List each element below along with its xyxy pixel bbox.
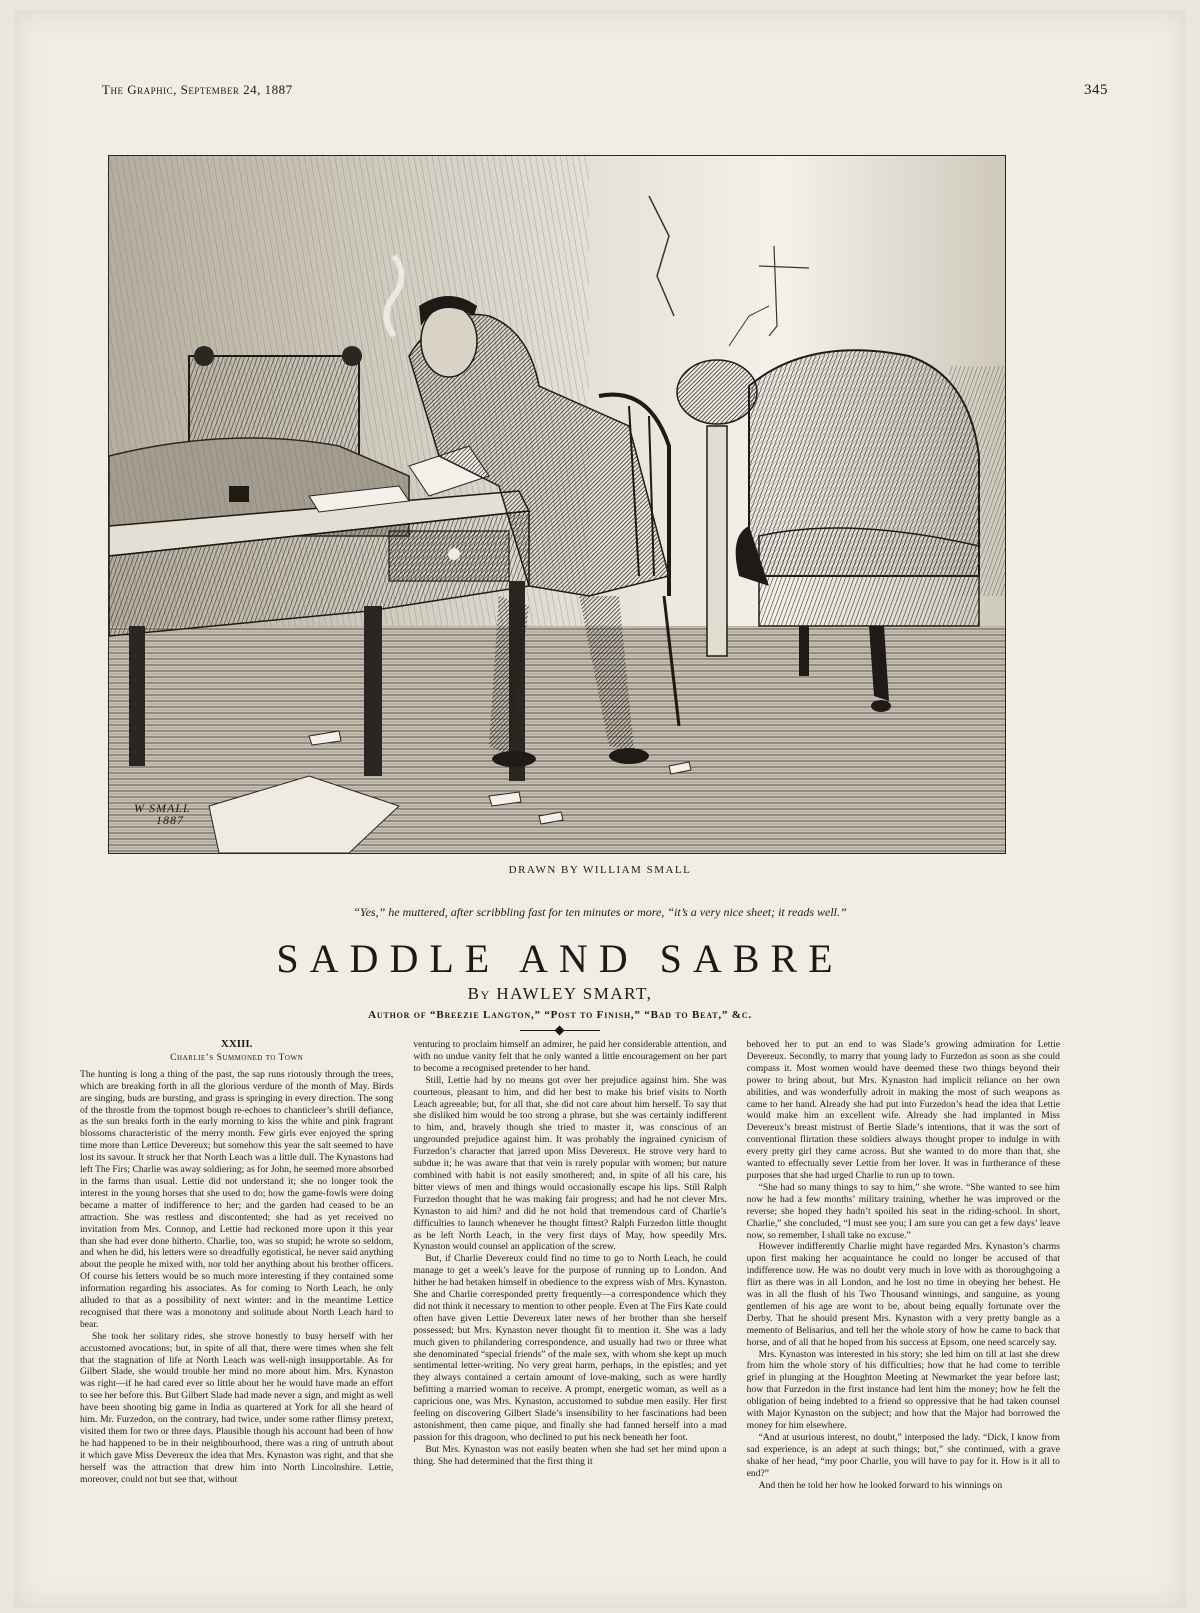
title-ornament bbox=[520, 1030, 600, 1031]
byline-by: By bbox=[467, 984, 491, 1003]
running-header bbox=[102, 82, 1108, 99]
author-works: Author of “Breezie Langton,” “Post to Finish,” “Bad to Beat,” &c. bbox=[368, 1009, 752, 1021]
paragraph: venturing to proclaim himself an admirer, he paid her considerable attention, and with no undue vanity felt that he only wanted a little encouragement on her part to become a recognised pretender to her hand. bbox=[413, 1039, 727, 1074]
article-columns bbox=[80, 1039, 1060, 1584]
page-number: 345 bbox=[1084, 82, 1108, 98]
column-3 bbox=[747, 1039, 1060, 1584]
signature-year: 1887 bbox=[156, 813, 184, 827]
story-title: SADDLE AND SABRE bbox=[276, 936, 844, 981]
chapter-title: Charlie’s Summoned to Town bbox=[170, 1052, 304, 1063]
paragraph: She took her solitary rides, she strove honestly to busy herself with her accustomed avocations; but, in spite of all that, there were times when she felt that the stagnation of life at North Leach was well-nigh insupportable. As for Gilbert Slade, she would trouble her mind no more about him. Mrs. Kynaston was right—if he had cared ever so little about her he would have made an effort to see her before this. But Gilbert Slade had made never a sign, and might as well have been shooting big game in India as quartered at York for all she heard of him. Mr. Furzedon, on the contrary, had twice, under some rather flimsy pretext, visited them for two or three days. Plausible though his account had been of how he had happened to be in their neighbourhood, there was a ring of untruth about it which gave Miss Devereux the idea that Mrs. Kynaston was right, and that she herself was the attraction that drew him into North Lincolnshire. Lettie, moreover, could not but see that, without bbox=[80, 1330, 394, 1485]
engraving-illustration bbox=[108, 155, 1006, 854]
author-name: HAWLEY SMART, bbox=[496, 984, 653, 1003]
paragraph: “And at usurious interest, no doubt,” interposed the lady. “Dick, I know from sad experience, is an adept at such things; but,” she continued, with a grave shake of her head, “my poor Charlie, you will have to pay for it. How is it all to end?” bbox=[746, 1431, 1060, 1479]
paragraph: But, if Charlie Devereux could find no time to go to North Leach, he could manage to get a week’s leave for the purpose of running up to London. And hither he had betaken himself in obedience to the express wish of Mrs. Kynaston. She and Charlie corresponded pretty frequently—a correspondence which they did not think it necessary to mention to other people. Even at The Firs Kate could often have given Lettie Devereux later news of her brother than she herself possessed; but Mrs. Kynaston never thought fit to mention it. She was a lady much given to philandering correspondence, and usually had two or three what she denominated “special friends” of the male sex, with whom she kept up much sentimental letter-writing. No very great harm, perhaps, in the epistles; and yet they always contained a certain amount of love-making, such as were hardly befitting a married woman to receive. A prompt, energetic woman, as well as a capricious one, was Mrs. Kynaston, accustomed to subdue men easily. Her first feeling on discovering Gilbert Slade’s insensibility to her fascinations had been astonishment, then came pique, and finally she had fanned herself into a mad passion for this dragoon, who declined to put his neck beneath her foot. bbox=[413, 1253, 727, 1443]
engraving-scene bbox=[109, 156, 1005, 853]
column-2 bbox=[413, 1039, 726, 1584]
artist-signature bbox=[134, 802, 191, 826]
paragraph: behoved her to put an end to was Slade’s growing admiration for Lettie Devereux. Secondly, to marry that young lady to Furzedon as soon as she could compass it. Most women would have deemed these two things beyond their power to bring about, but Mrs. Kynaston had implicit reliance on her own abilities, and was wonderfully adroit in making the most of such weapons as came to her hand. Already she had put into Furzedon’s head the idea that Lettie would make him an excellent wife. Already she had implanted in Miss Devereux’s breast mistrust of Bertie Slade’s intentions, that it was the sort of conventional flirtation these soldiers always thought proper to indulge in with every pretty girl they came across. But she wanted to do more than that, she wanted to effectually sever Lettie from her lover. It was in furtherance of these purposes that she had urged Charlie to run up to town. bbox=[746, 1039, 1060, 1181]
paragraph: And then he told her how he looked forward to his winnings on bbox=[758, 1479, 1003, 1491]
paragraph: Still, Lettie had by no means got over her prejudice against him. She was courteous, pleasant to him, and did her best to make his brief visits to North Leach agreeable; but, for all that, she did not care about him herself. To say that she disliked him would be too strong a phrase, but she was certainly indifferent to him, and, bravely though she tried to master it, was conscious of an ungrounded prejudice against him. It was probably the ingrained cynicism of Furzedon’s character that jarred upon Miss Devereux. He strove very hard to subdue it; he was aware that that vein is rarely popular with women; but nature combined with habit is not easily smothered; and, in spite of all his care, his bitter views of men and things would occasionally escape his lips. Still Ralph Furzedon thought that he was making fair progress; and had he not clever Mrs. Kynaston to aid him? and did he not hold that tremendous card of Charlie’s difficulties to launch whenever he thought fittest? Ralph Furzedon little thought as he left North Leach, in the very first days of May, how speedily Mrs. Kynaston would counsel an application of the screw. bbox=[413, 1074, 727, 1253]
byline bbox=[0, 984, 1120, 1004]
illustration-caption: “Yes,” he muttered, after scribbling fast for ten minutes or more, “it’s a very nice sheet; it reads well.” bbox=[353, 905, 847, 919]
paragraph: “She had so many things to say to him,” she wrote. “She wanted to see him now he had a few months’ military training, whether he was improved or the reverse; she hoped they hadn’t spoiled his seat in the riding-school. In short, Charlie,” she concluded, “I must see you; I am sure you can get a few days’ leave now, so remember, I shall take no excuse.” bbox=[746, 1181, 1060, 1241]
paragraph: The hunting is long a thing of the past, the sap runs riotously through the trees, which are breaking forth in all the glorious verdure of the month of May. Birds are singing, buds are bursting, and grass is springing in every direction. The song of the throstle from the topmost bough re-echoes to chanticleer’s shrill defiance, as the sun breaks forth in the early morning to kiss the white and pink fragrant blossoms characteristic of the merry month. Few girls ever enjoyed the spring time more than Lettice Devereux; but somehow this year the salt seemed to have lost its savour. It struck her that North Leach was a little dull. The Kynastons had left The Firs; Charlie was away soldiering; as for John, he seemed more absorbed in the farms than usual. Lettie did not understand it; she no longer took the interest in the young horses that she used to do; how the game-fowls were doing became a matter of indifference to her; and the garden had ceased to be an attraction. She was restless and discontented; she had as yet received no invitation from Mrs. Connop, and Lettie had reckoned more upon it this year than she had ever done hitherto. Charlie, too, was so stupid; he wrote so seldom, and when he did, his letters were so dreadfully egotistical, he never said anything about the people he mixed with, nor told her anything about his brother officers. Of course his letters would be so much more interesting if they contained some information regarding his associates. As for coming to North Leach, he only alluded to that as a possibility of next winter: and in the meantime Lettice recognised that there was a monotony and solitude about North Leach hard to bear. bbox=[80, 1068, 394, 1330]
illustration-credit: DRAWN BY WILLIAM SMALL bbox=[508, 864, 692, 876]
paragraph: Mrs. Kynaston was interested in his story; she led him on till at last she drew from him the whole story of his difficulties; how that he had come to terrible grief in plunging at the Houghton Meeting at Newmarket the year before last; how that Furzedon in the first instance had lent him the money; how he felt the obligation of being indebted to a friend so oppressive that he had taken counsel with Major Kynaston on the subject; and how that the Major had borrowed the money for him elsewhere. bbox=[746, 1348, 1060, 1431]
paragraph: But Mrs. Kynaston was not easily beaten when she had set her mind upon a thing. She had determined that the first thing it bbox=[413, 1443, 727, 1467]
column-1 bbox=[80, 1039, 393, 1584]
chapter-number: XXIII. bbox=[220, 1039, 253, 1050]
signature-name: W SMALL bbox=[134, 801, 191, 815]
publication-date: The Graphic, September 24, 1887 bbox=[102, 82, 293, 97]
paragraph: However indifferently Charlie might have regarded Mrs. Kynaston’s charms upon first making her acquaintance he could no longer be accused of that indifference now. He was no doubt very much in love with as thoroughgoing a flirt as there was in all London, and he lost no time in obeying her behest. He was in all the flush of his Two Thousand winnings, and sanguine, as young gentlemen of his age are wont to be, about being equally fortunate over the Derby. That he should present Mrs. Kynaston with a very pretty bangle as a memento of Belisarius, and tell her the whole story of how he came to back that horse, and of all that he hoped from his success at Epsom, one need scarcely say. bbox=[746, 1241, 1060, 1348]
